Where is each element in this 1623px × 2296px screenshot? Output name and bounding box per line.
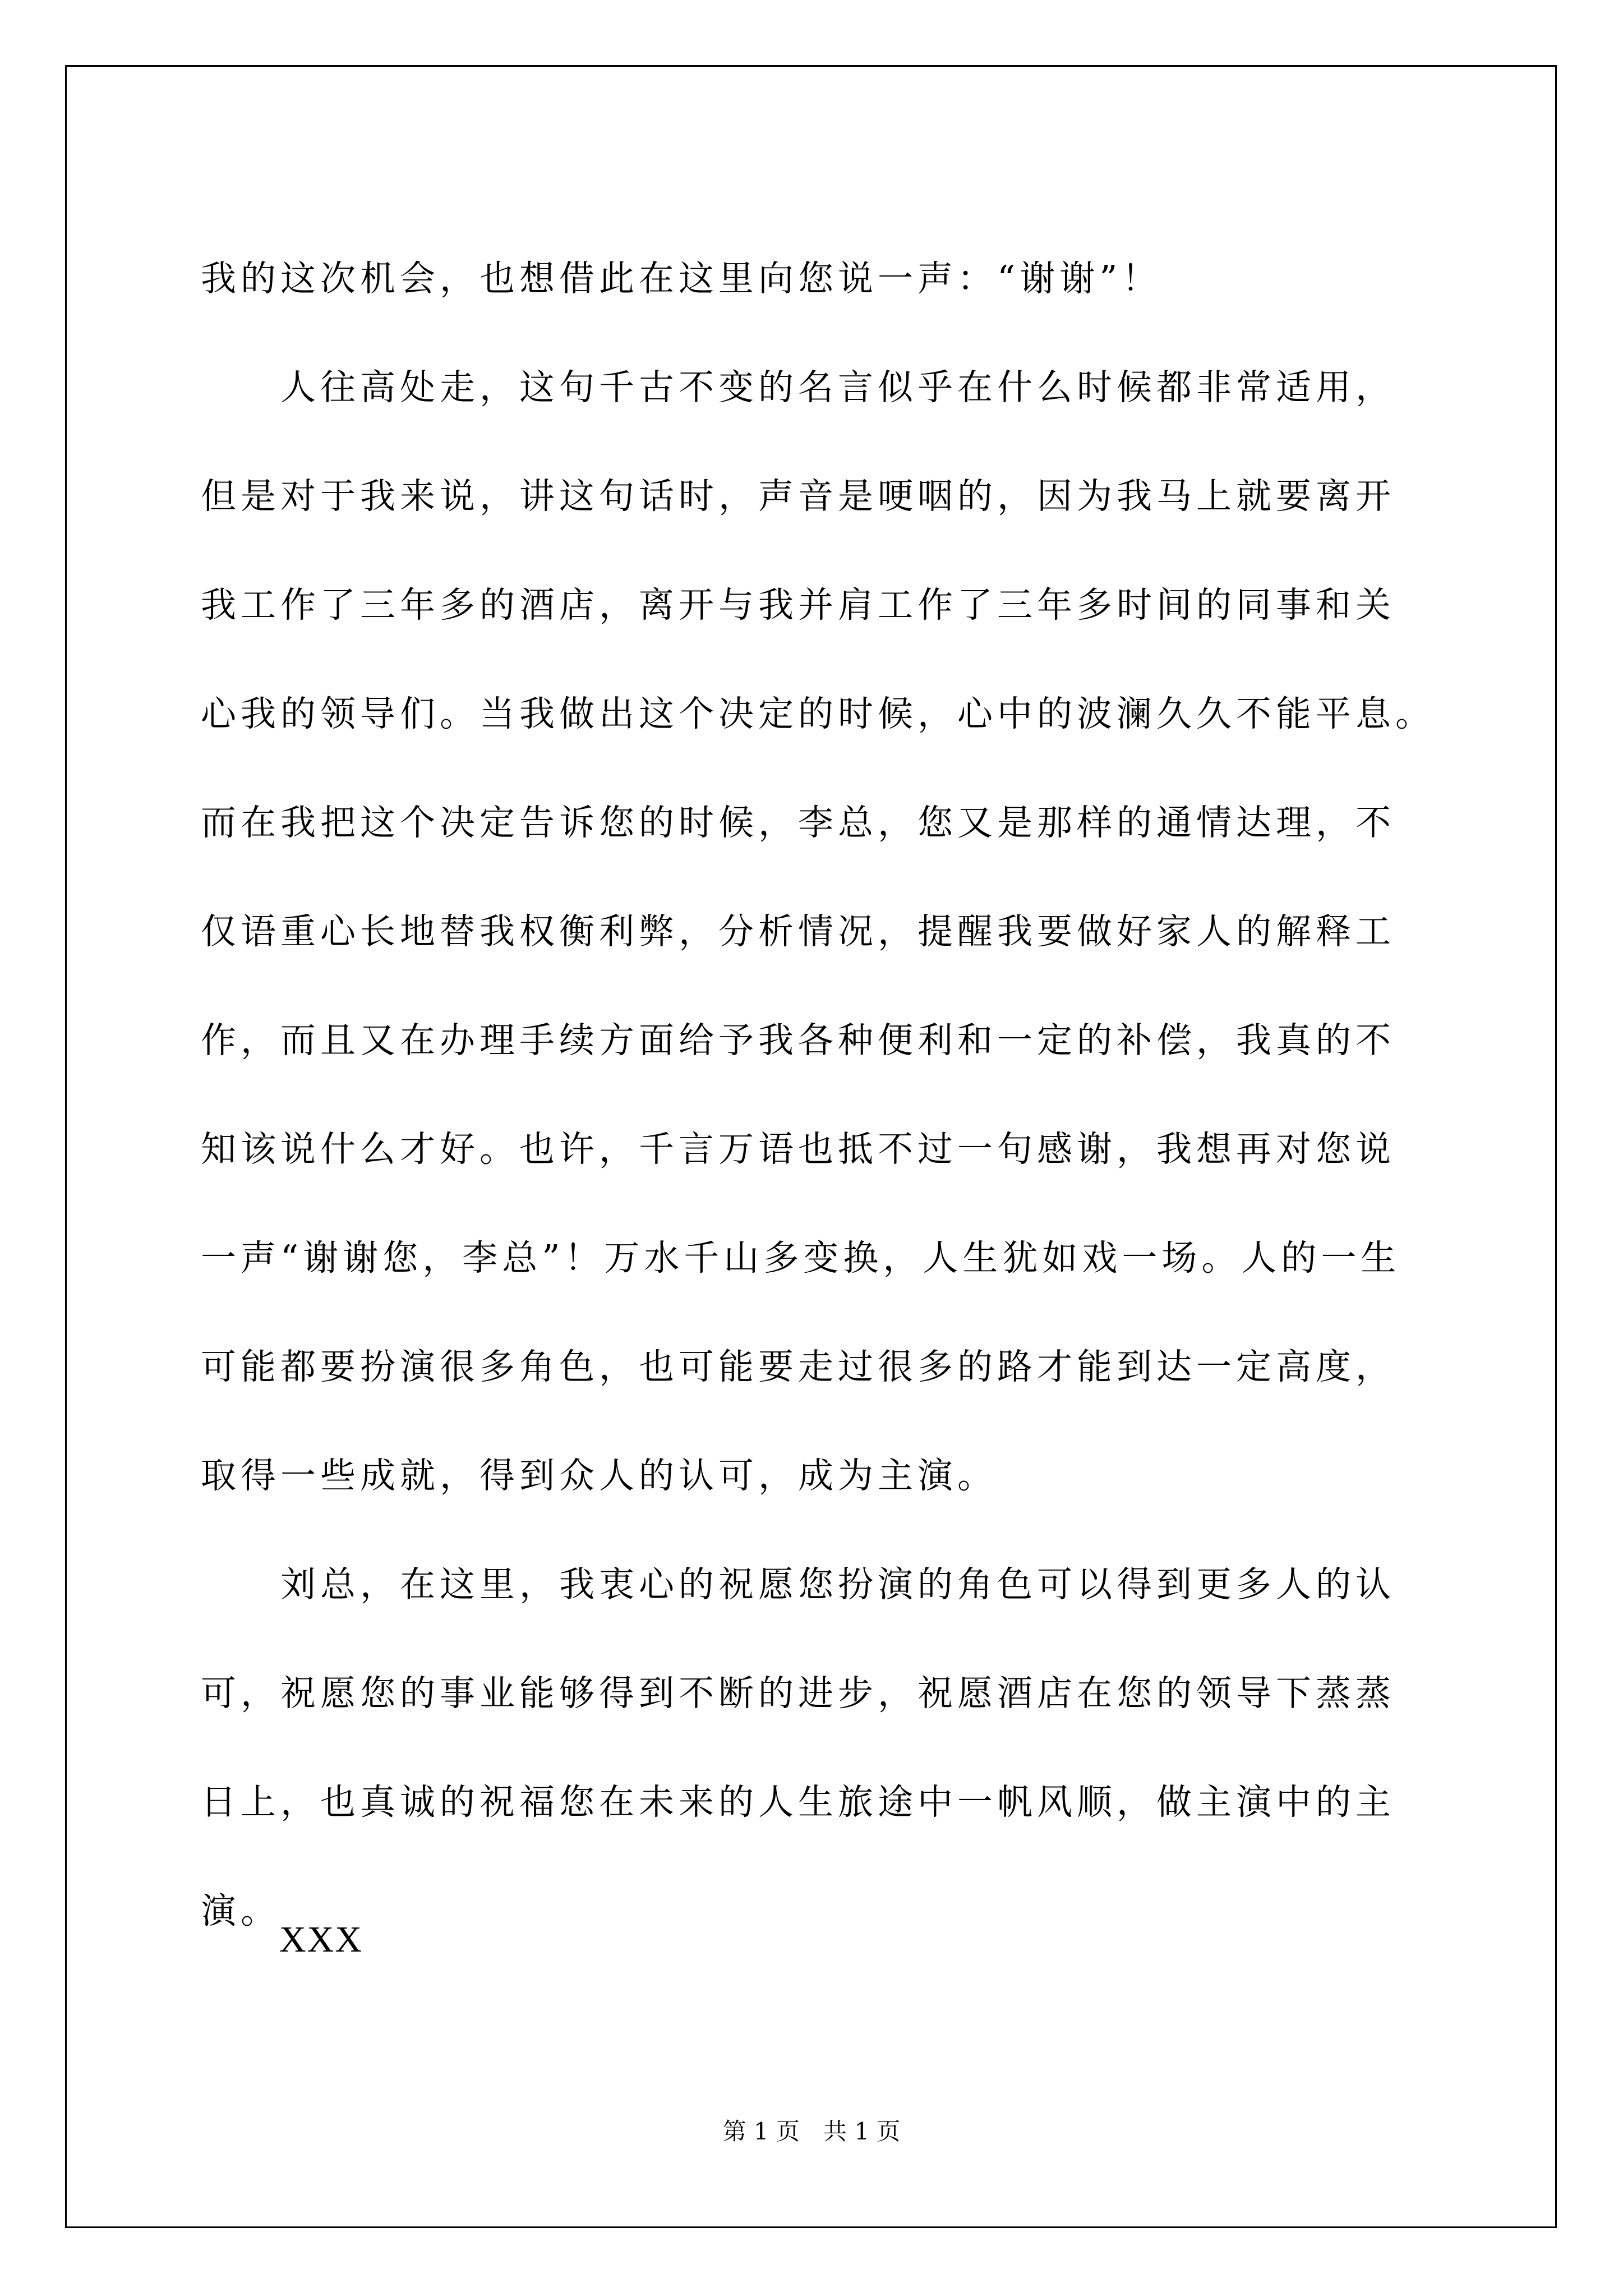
text-line: 演。 bbox=[201, 1890, 280, 1931]
text-line: 刘总，在这里，我衷心的祝愿您扮演的角色可以得到更多人的认 bbox=[280, 1564, 1395, 1605]
text-line: 日上，也真诚的祝福您在未来的人生旅途中一帆风顺，做主演中的主 bbox=[201, 1782, 1395, 1823]
text-line: 我的这次机会，也想借此在这里向您说一声：“谢谢”！ bbox=[201, 258, 1162, 299]
text-line: 作，而且又在办理手续方面给予我各种便利和一定的补偿，我真的不 bbox=[201, 1020, 1395, 1061]
paragraph bbox=[201, 224, 1435, 333]
text-line: 人往高处走，这句千古不变的名言似乎在什么时候都非常适用， bbox=[280, 367, 1395, 408]
text-line: 取得一些成就，得到众人的认可，成为主演。 bbox=[201, 1455, 997, 1496]
text-line: 可能都要扮演很多角色，也可能要走过很多的路才能到达一定高度， bbox=[201, 1346, 1395, 1387]
text-line: 一声“谢谢您，李总”！万水千山多变换，人生犹如戏一场。人的一生 bbox=[201, 1237, 1401, 1278]
text-line: 可，祝愿您的事业能够得到不断的进步，祝愿酒店在您的领导下蒸蒸 bbox=[201, 1673, 1395, 1714]
signature: XXX bbox=[279, 1919, 363, 1960]
text-line: 知该说什么才好。也许，千言万语也抵不过一句感谢，我想再对您说 bbox=[201, 1129, 1395, 1170]
page-number-footer: 第 1 页 共 1 页 bbox=[722, 2118, 901, 2145]
paragraph bbox=[201, 1530, 1435, 1966]
text-line: 但是对于我来说，讲这句话时，声音是哽咽的，因为我马上就要离开 bbox=[201, 476, 1395, 517]
text-line: 而在我把这个决定告诉您的时候，李总，您又是那样的通情达理，不 bbox=[201, 802, 1395, 843]
paragraph bbox=[201, 333, 1435, 1530]
text-line: 心我的领导们。当我做出这个决定的时候，心中的波澜久久不能平息。 bbox=[201, 693, 1435, 734]
letter-body bbox=[201, 224, 1435, 1966]
text-line: 仅语重心长地替我权衡利弊，分析情况，提醒我要做好家人的解释工 bbox=[201, 911, 1395, 952]
text-line: 我工作了三年多的酒店，离开与我并肩工作了三年多时间的同事和关 bbox=[201, 585, 1395, 625]
